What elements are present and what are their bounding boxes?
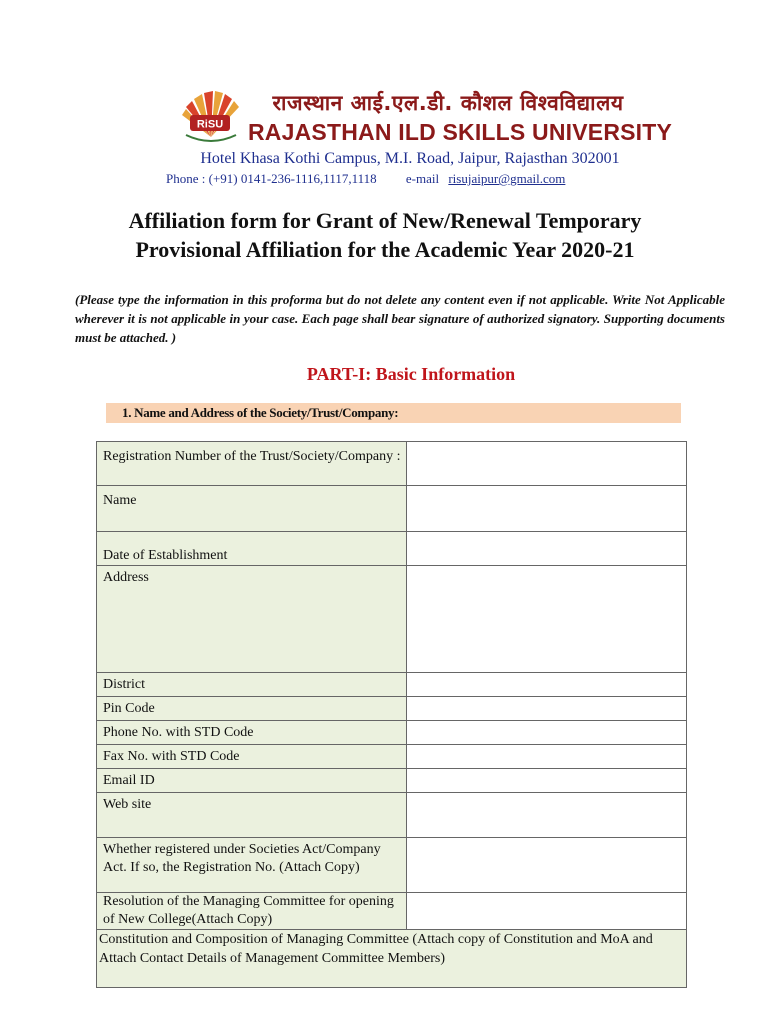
form-title-line-1: Affiliation form for Grant of New/Renewal Temporary — [128, 208, 642, 233]
registered-under-act-label: Whether registered under Societies Act/Company Act. If so, the Registration No. (Attach Copy) — [97, 838, 407, 893]
phone-label: Phone No. with STD Code — [97, 721, 407, 745]
district-field[interactable] — [407, 673, 687, 697]
table-row — [97, 893, 687, 930]
table-row — [97, 697, 687, 721]
email-link[interactable]: risujaipur@gmail.com — [448, 171, 566, 186]
constitution-row[interactable]: Constitution and Composition of Managing Committee (Attach copy of Constitution and MoA and Attach Contact Details of Management Committee Members) — [97, 930, 687, 988]
name-label: Name — [97, 486, 407, 532]
fax-field[interactable] — [407, 745, 687, 769]
table-row — [97, 930, 687, 988]
website-field[interactable] — [407, 793, 687, 838]
table-row — [97, 486, 687, 532]
form-title-line-2: Provisional Affiliation for the Academic Year 2020-21 — [135, 237, 635, 262]
district-label: District — [97, 673, 407, 697]
table-row — [97, 769, 687, 793]
table-row — [97, 532, 687, 566]
university-name: RAJASTHAN ILD SKILLS UNIVERSITY — [248, 119, 673, 145]
email-id-label: Email ID — [97, 769, 407, 793]
form-title — [60, 206, 710, 264]
university-logo — [176, 85, 246, 149]
phone-field[interactable] — [407, 721, 687, 745]
section-heading: 1. Name and Address of the Society/Trust/Company: — [106, 403, 681, 423]
name-field[interactable] — [407, 486, 687, 532]
registration-number-field[interactable] — [407, 442, 687, 486]
table-row — [97, 721, 687, 745]
email-label: e-mail — [405, 171, 440, 186]
resolution-label: Resolution of the Managing Committee for opening of New College(Attach Copy) — [97, 893, 407, 930]
website-label: Web site — [97, 793, 407, 838]
address-field[interactable] — [407, 566, 687, 673]
address-label: Address — [97, 566, 407, 673]
phone-numbers: Phone : (+91) 0141-236-1116,1117,1118 — [166, 171, 377, 186]
registration-number-label: Registration Number of the Trust/Society/Company : — [97, 442, 407, 486]
table-row — [97, 745, 687, 769]
table-row — [97, 838, 687, 893]
form-instructions: (Please type the information in this proforma but do not delete any content even if not applicable. Write Not Applicable wherever it is not applicable in your case. Each page shall bear signature of authorized signatory. Supporting documents must be attached. ) — [75, 292, 725, 345]
date-of-establishment-field[interactable] — [407, 532, 687, 566]
table-row — [97, 793, 687, 838]
resolution-field[interactable] — [407, 893, 687, 930]
pin-code-label: Pin Code — [97, 697, 407, 721]
table-row — [97, 442, 687, 486]
fax-label: Fax No. with STD Code — [97, 745, 407, 769]
part-title: PART-I: Basic Information — [306, 364, 516, 384]
contact-line — [166, 171, 565, 187]
pin-code-field[interactable] — [407, 697, 687, 721]
registered-under-act-field[interactable] — [407, 838, 687, 893]
email-id-field[interactable] — [407, 769, 687, 793]
campus-address: Hotel Khasa Kothi Campus, M.I. Road, Jaipur, Rajasthan 302001 — [200, 150, 620, 167]
logo-text: RiSU — [196, 118, 224, 131]
table-row — [97, 566, 687, 673]
table-row — [97, 673, 687, 697]
date-of-establishment-label: Date of Establishment — [97, 532, 407, 566]
society-details-table — [96, 441, 687, 988]
university-name-hindi: राजस्थान आई.एल.डी. कौशल विश्वविद्यालय — [272, 91, 624, 115]
